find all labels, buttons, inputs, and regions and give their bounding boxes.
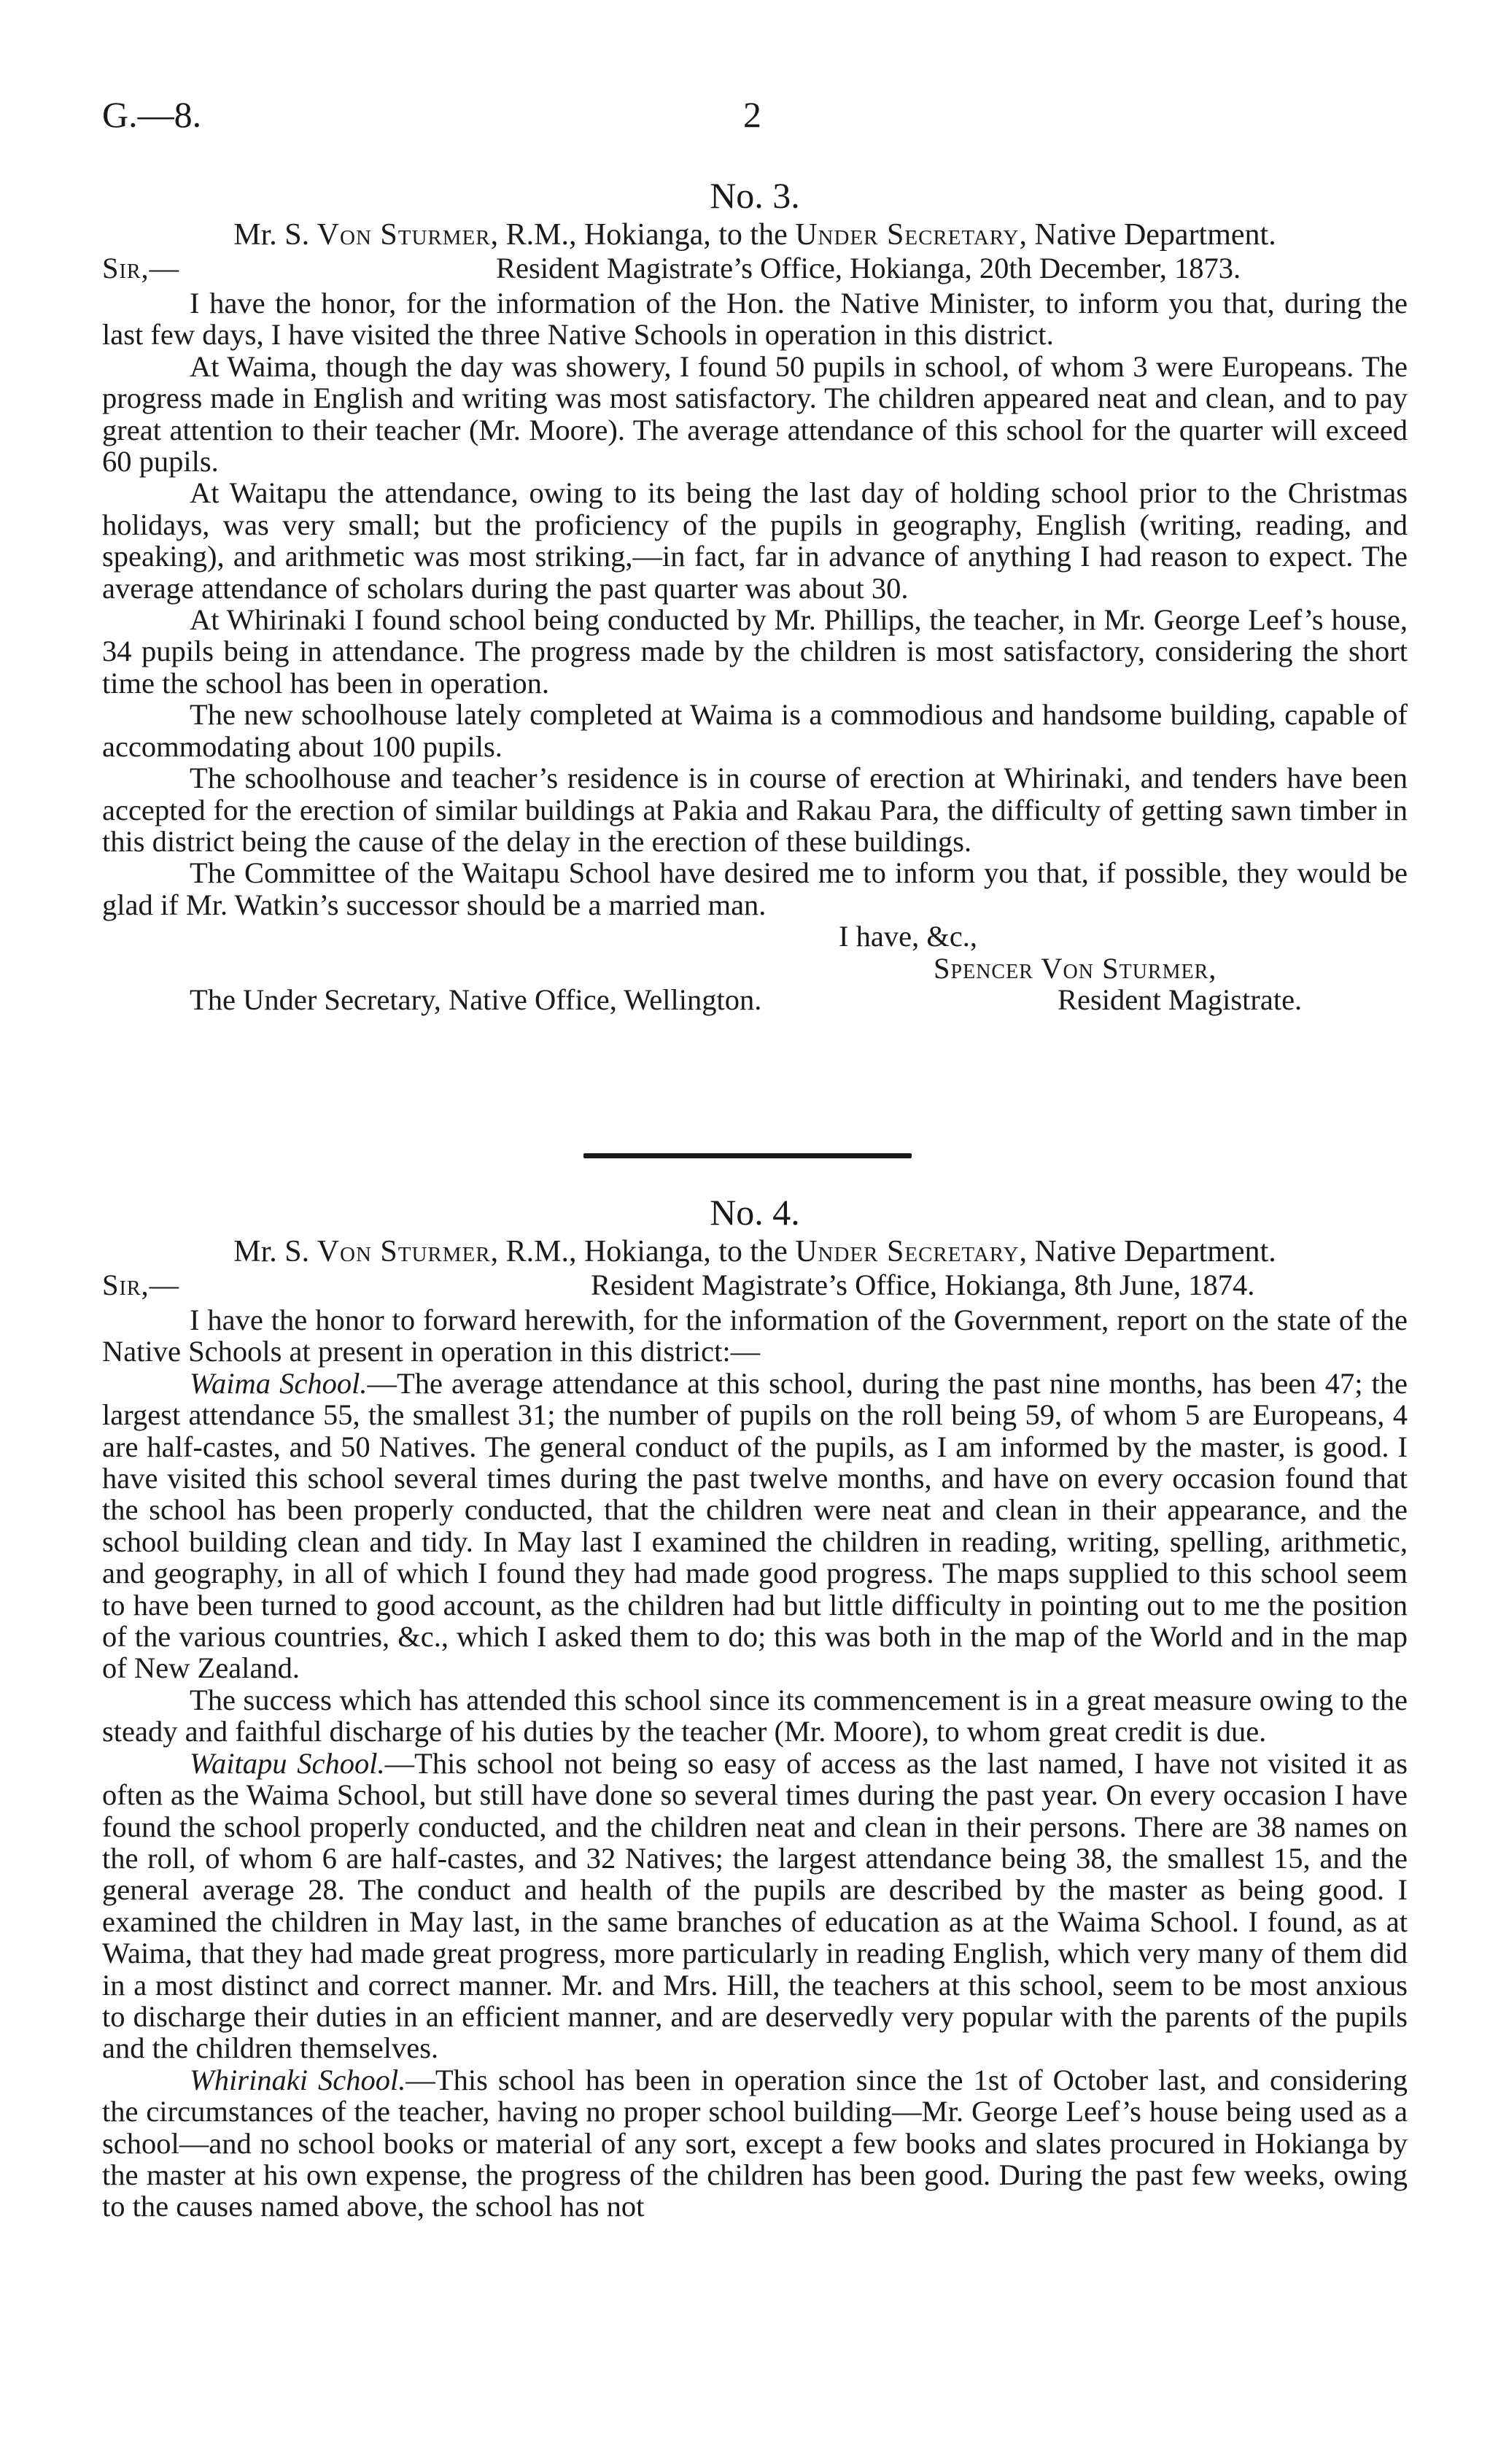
paragraph: At Waima, though the day was showery, I found 50 pupils in school, of whom 3 were Europeans. The progress made in English and writing was most satisfactory. The children appeared neat and clean, and to pay great attention to their teacher (Mr. Moore). The average attendance of this school for the quarter will exceed 60 pupils.: [102, 349, 1408, 479]
letter-3-salutation-line: [102, 252, 1408, 287]
paragraph: The new schoolhouse lately completed at Waima is a commodious and handsome building, capable of accommodating about 100 pupils.: [102, 698, 1408, 763]
letter-3-route: Mr. S. Von Sturmer, R.M., Hokianga, to the Under Secretary, Native Department.: [233, 218, 1276, 252]
paragraph: At Whirinaki I found school being conducted by Mr. Phillips, the teacher, in Mr. George Leef’s house, 34 pupils being in attendance. The progress made by the children is most satisfactory, considering the short time the school has been in operation.: [102, 603, 1408, 700]
paragraph: I have the honor, for the information of the Hon. the Native Minister, to inform you that, during the last few days, I have visited the three Native Schools in operation in this district.: [102, 287, 1408, 352]
paragraph-whirinaki: Whirinaki School.—This school has been in operation since the 1st of October last, and considering the circumstances of the teacher, having no proper school building—Mr. George Leef’s house being used as a school—and no school books or material of any sort, except a few books and slates procured in Hokianga by the master at his own expense, the progress of the children has been good. During the past few weeks, owing to the causes named above, the school has not: [102, 2063, 1408, 2223]
letter-3-closing: [102, 984, 1408, 1018]
signer-title: Resident Magistrate.: [1058, 983, 1303, 1016]
paragraph: The success which has attended this school since its commencement is in a great measure owing to the steady and faithful discharge of his duties by the teacher (Mr. Moore), to whom great credit is due.: [102, 1683, 1408, 1748]
addressee: The Under Secretary, Native Office, Wellington.: [190, 983, 762, 1016]
letter-4-salutation-line: [102, 1269, 1408, 1304]
paragraph-waima: Waima School.—The average attendance at this school, during the past nine months, has been 47; the largest attendance 55, the smallest 31; the number of pupils on the roll being 59, of whom 5 are Europeans, 4 are half-castes, and 50 Natives. The general conduct of the pupils, as I am informed by the master, is good. I have visited this school several times during the past twelve months, and have on every occasion found that the school has been properly conducted, that the children were neat and clean in their appearance, and the school building clean and tidy. In May last I examined the children in reading, writing, spelling, arithmetic, and geography, in all of which I found they had made good progress. The maps supplied to this school seem to have been turned to good account, as the children had but little difficulty in pointing out to me the position of the various countries, &c., which I asked them to do; this was both in the map of the World and in the map of New Zealand.: [102, 1366, 1408, 1685]
paragraph: At Waitapu the attendance, owing to its being the last day of holding school prior to the Christmas holidays, was very small; but the proficiency of the pupils in geography, English (writing, reading, and speaking), and arithmetic was most striking,—in fact, far in advance of anything I had reason to expect. The average attendance of scholars during the past quarter was about 30.: [102, 476, 1408, 605]
paragraph: I have the honor to forward herewith, for the information of the Government, report on the state of the Native Schools at present in operation in this district:—: [102, 1303, 1408, 1368]
letter-no-4: [102, 1190, 1408, 2223]
section-divider: [583, 1153, 912, 1158]
paragraph-waitapu: Waitapu School.—This school not being so easy of access as the last named, I have not visited it as often as the Waima School, but still have done so several times during the past year. On every occasion I have found the school properly conducted, and the children neat and clean in their persons. There are 38 names on the roll, of whom 6 are half-castes, and 32 Natives; the largest attendance being 38, the smallest 15, and the general average 28. The conduct and health of the pupils are described by the master as being good. I examined the children in May last, in the same branches of education as at the Waima School. I found, as at Waima, that they had made great progress, more particularly in reading English, which very many of them did in a most distinct and correct manner. Mr. and Mrs. Hill, the teachers at this school, seem to be most anxious to discharge their duties in an efficient manner, and are deservedly very popular with the parents of the pupils and the children themselves.: [102, 1746, 1408, 2065]
paragraph: The Committee of the Waitapu School have desired me to inform you that, if possible, they would be glad if Mr. Watkin’s successor should be a married man.: [102, 856, 1408, 921]
letter-4-route: Mr. S. Von Sturmer, R.M., Hokianga, to the Under Secretary, Native Department.: [233, 1235, 1276, 1268]
place-date: Resident Magistrate’s Office, Hokianga, 8th June, 1874.: [591, 1268, 1255, 1301]
section-heading: Whirinaki School.: [190, 2063, 406, 2096]
page-number: 2: [743, 94, 761, 135]
section-heading: Waitapu School.: [190, 1746, 385, 1780]
section-heading: Waima School.: [190, 1366, 368, 1400]
paragraph: The schoolhouse and teacher’s residence is in course of erection at Whirinaki, and tenders have been accepted for the erection of similar buildings at Pakia and Rakau Para, the difficulty of getting sawn timber in this district being the cause of the delay in the erection of these buildings.: [102, 762, 1408, 858]
letter-no-3: [102, 174, 1408, 1018]
salutation: Sir,—: [102, 1268, 180, 1301]
letter-4-number: No. 4.: [710, 1192, 800, 1233]
document-reference: G.—8.: [102, 94, 202, 135]
sign-off: I have, &c.,: [839, 920, 978, 953]
letter-3-number: No. 3.: [710, 175, 800, 216]
signature: Spencer Von Sturmer,: [934, 951, 1217, 985]
page-header: [102, 93, 1402, 144]
place-date: Resident Magistrate’s Office, Hokianga, 20th December, 1873.: [496, 252, 1241, 284]
salutation: Sir,—: [102, 252, 180, 284]
